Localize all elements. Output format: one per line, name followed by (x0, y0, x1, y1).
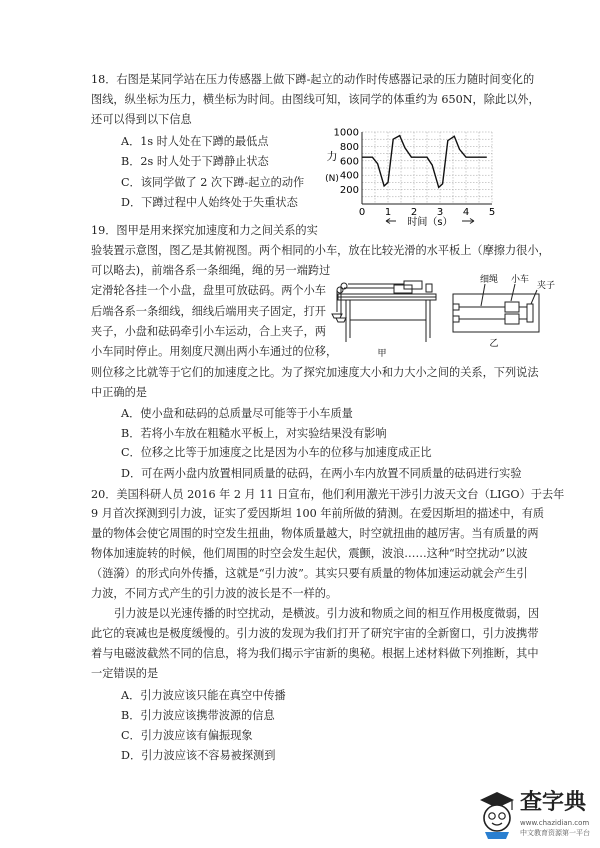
chart-x-tick-label: 2 (410, 207, 418, 218)
chart-x-tick-label: 1 (384, 207, 392, 218)
watermark-url: www.chazidian.com (520, 819, 590, 827)
figure-yi-topview (445, 270, 560, 350)
q18-option-c: C．该同学做了 2 次下蹲-起立的动作 (121, 176, 305, 189)
q20-line-9: 着与电磁波截然不同的信息，将为我们揭示宇宙新的奥秘。根据上述材料做下列推断，其中 (91, 647, 539, 660)
chart-ylabel-unit: (N) (325, 174, 339, 184)
chart-y-tick-label: 200 (339, 185, 359, 197)
q20-line-10: 一定错误的是 (91, 667, 159, 680)
chart-y-tick-label: 800 (339, 141, 359, 153)
watermark-title: 查字典 (520, 790, 587, 815)
q20-line-5: （涟漪）的形式向外传播，这就是“引力波”。其实只要有质量的物体加速运动就会产生引 (91, 567, 528, 580)
q19-line-5: 后端各系一条细线，细线后端用夹子固定，打开 (91, 305, 326, 318)
q18-line-3: 还可以得到以下信息 (91, 113, 192, 126)
figure-yi-caption: 乙 (489, 339, 499, 349)
chart-x-tick-label: 4 (462, 207, 470, 218)
figure-jia-apparatus (324, 272, 440, 360)
q18-option-b: B．2s 时人处于下蹲静止状态 (121, 155, 269, 168)
label-car: 小车 (511, 275, 530, 285)
q19-line-2: 验装置示意图，图乙是其俯视图。两个相同的小车，放在比较光滑的水平板上（摩擦力很小， (91, 244, 550, 257)
q20-line-6: 力波，不同方式产生的引力波的波长是不一样的。 (91, 587, 338, 600)
q18-line-2: 图线，纵坐标为压力，横坐标为时间。由图线可知，该同学的体重约为 650N，除此以外， (91, 93, 540, 106)
q19-line-6: 夹子，小盘和砝码牵引小车运动，合上夹子，两 (91, 325, 326, 338)
label-rope: 细绳 (480, 275, 499, 285)
q19-line-3: 可以略去)，前端各系一条细绳，绳的另一端跨过 (91, 264, 331, 277)
q18-line-1: 18．右图是某同学站在压力传感器上做下蹲-起立的动作时传感器记录的压力随时间变化的 (91, 73, 535, 86)
q19-option-c: C．位移之比等于加速度之比是因为小车的位移与加速度成正比 (121, 446, 432, 459)
q19-line-9: 中正确的是 (91, 386, 147, 399)
chart-x-tick-label: 0 (358, 207, 366, 218)
chart-y-tick-label: 1000 (333, 127, 359, 139)
q20-option-b: B．引力波应该携带波源的信息 (121, 709, 275, 722)
q20-line-3: 量的物体会使它周围的时空发生扭曲，物体质量越大，时空就扭曲的越厉害。当有质量的两 (91, 527, 539, 540)
mascot-icon (476, 788, 518, 840)
q20-line-8: 此它的衰减也是极度缓慢的。引力波的发现为我们打开了研究宇宙的全新窗口，引力波携带 (91, 627, 539, 640)
chart-y-tick-label: 400 (339, 170, 359, 182)
chart-y-tick-label: 600 (339, 156, 359, 168)
q19-line-7: 小车同时停止。用刻度尺测出两小车通过的位移， (91, 345, 338, 358)
q19-line-8: 则位移之比就等于它们的加速度之比。为了探究加速度大小和力大小之间的关系，下列说法 (91, 366, 539, 379)
pressure-time-chart (316, 124, 516, 228)
q18-option-a: A．1s 时人处在下蹲的最低点 (121, 135, 269, 148)
chart-xlabel: 时间（s） (407, 217, 453, 228)
q20-line-2: 9 月首次探测到引力波，证实了爱因斯坦 100 年前所做的猜测。在爱因斯坦的描述中，有质 (91, 507, 545, 520)
q20-option-a: A．引力波应该只能在真空中传播 (121, 689, 286, 702)
chart-x-tick-label: 5 (488, 207, 496, 218)
q20-option-c: C．引力波应该有偏振现象 (121, 729, 253, 742)
chart-ylabel-char: 力 (326, 150, 338, 163)
q20-line-7: 引力波是以光速传播的时空扰动，是横波。引力波和物质之间的相互作用极度微弱，因 (114, 607, 540, 620)
chart-x-tick-label: 3 (436, 207, 444, 218)
watermark-logo (476, 786, 594, 842)
chart-series-line (362, 136, 487, 188)
q20-option-d: D．引力波应该不容易被探测到 (121, 749, 276, 762)
q19-option-d: D．可在两小盘内放置相同质量的砝码，在两小车内放置不同质量的砝码进行实验 (121, 467, 522, 480)
q19-line-4: 定滑轮各挂一个小盘，盘里可放砝码。两个小车 (91, 284, 326, 297)
q19-option-b: B．若将小车放在粗糙水平板上，对实验结果没有影响 (121, 427, 387, 440)
watermark-slogan: 中文教育资源第一平台 (520, 829, 590, 837)
q19-line-1: 19．图甲是用来探究加速度和力之间关系的实 (91, 224, 318, 237)
q20-line-1: 20．美国科研人员 2016 年 2 月 11 日宣布，他们利用激光干涉引力波天文台（LIGO）于去年 (91, 488, 565, 501)
q20-line-4: 物体加速旋转的时候，他们周围的时空会发生起伏，震颤，波浪……这种“时空扰动”以波 (91, 547, 528, 560)
figure-jia-caption: 甲 (377, 349, 387, 359)
q18-option-d: D．下蹲过程中人始终处于失重状态 (121, 196, 298, 209)
label-clip: 夹子 (537, 281, 556, 291)
q19-option-a: A．使小盘和砝码的总质量尽可能等于小车质量 (121, 407, 353, 420)
